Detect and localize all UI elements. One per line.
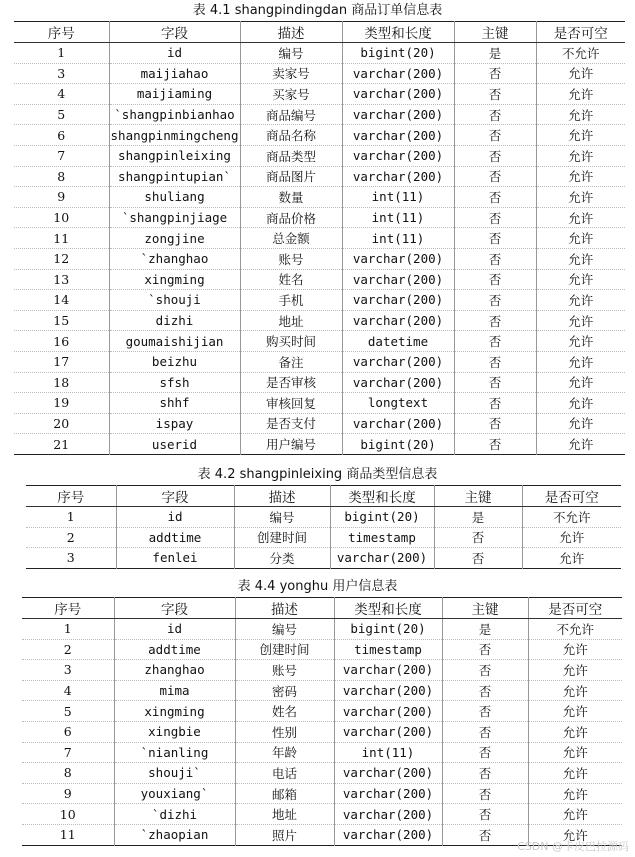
col-field-cell: shangpinleixing [109,145,240,166]
col-description-cell: 是否支付 [240,413,342,434]
col-nullable-cell: 允许 [536,228,625,249]
col-primary-key-cell: 否 [454,331,536,352]
col-field-cell: `dizhi [114,804,235,825]
col-primary-key-cell: 否 [442,701,528,722]
table-row [14,125,625,146]
header-col-type: 类型和长度 [342,22,454,43]
col-type-cell: bigint(20) [342,434,454,455]
col-nullable-cell: 允许 [536,290,625,311]
col-primary-key-cell: 否 [442,742,528,763]
table-caption-1: 表 4.1 shangpindingdan 商品订单信息表 [192,3,443,18]
col-primary-key-cell: 否 [434,548,522,569]
shangpindingdan-table [14,21,625,455]
col-primary-key-cell: 否 [454,84,536,105]
col-type-cell: varchar(200) [342,125,454,146]
col-type-cell: varchar(200) [342,413,454,434]
col-nullable-cell: 允许 [522,548,621,569]
col-type-cell: varchar(200) [342,290,454,311]
col-nullable-cell: 允许 [536,84,625,105]
col-field-cell: addtime [116,527,234,548]
header-col-description: 描述 [235,598,334,619]
col-index-cell: 4 [22,680,114,701]
col-nullable-cell: 允许 [528,639,622,660]
col-type-cell: varchar(200) [342,310,454,331]
col-nullable-cell: 允许 [536,187,625,208]
col-primary-key-cell: 否 [442,763,528,784]
col-description-cell: 备注 [240,351,342,372]
col-field-cell: sfsh [109,372,240,393]
col-type-cell: varchar(200) [334,804,442,825]
col-type-cell: varchar(200) [334,783,442,804]
col-index-cell: 12 [14,248,109,269]
col-field-cell: addtime [114,639,235,660]
table-row [14,84,625,105]
col-description-cell: 性别 [235,721,334,742]
col-nullable-cell: 允许 [536,269,625,290]
col-field-cell: youxiang` [114,783,235,804]
col-field-cell: dizhi [109,310,240,331]
col-description-cell: 密码 [235,680,334,701]
table-row [14,290,625,311]
col-index-cell: 9 [22,783,114,804]
col-description-cell: 商品类型 [240,145,342,166]
col-nullable-cell: 允许 [536,434,625,455]
col-nullable-cell: 允许 [536,248,625,269]
col-description-cell: 总金额 [240,228,342,249]
col-type-cell: datetime [342,331,454,352]
col-type-cell: varchar(200) [342,248,454,269]
header-col-description: 描述 [234,486,330,507]
col-nullable-cell: 不允许 [536,43,625,64]
col-description-cell: 商品名称 [240,125,342,146]
col-nullable-cell: 允许 [528,680,622,701]
col-nullable-cell: 允许 [528,742,622,763]
col-primary-key-cell: 否 [454,166,536,187]
col-primary-key-cell: 否 [454,351,536,372]
col-primary-key-cell: 否 [454,290,536,311]
col-primary-key-cell: 否 [454,187,536,208]
header-col-primary-key: 主键 [454,22,536,43]
col-index-cell: 6 [22,721,114,742]
col-description-cell: 姓名 [240,269,342,290]
col-description-cell: 买家号 [240,84,342,105]
col-type-cell: varchar(200) [342,372,454,393]
col-description-cell: 手机 [240,290,342,311]
col-field-cell: zhanghao [114,660,235,681]
col-description-cell: 商品图片 [240,166,342,187]
col-type-cell: varchar(200) [334,680,442,701]
col-index-cell: 17 [14,351,109,372]
col-type-cell: timestamp [334,639,442,660]
table-row [22,804,622,825]
table-row [26,527,621,548]
col-description-cell: 账号 [240,248,342,269]
col-description-cell: 审核回复 [240,393,342,414]
header-col-type: 类型和长度 [330,486,434,507]
table-caption-3: 表 4.4 yonghu 用户信息表 [237,579,398,594]
col-primary-key-cell: 否 [434,527,522,548]
col-description-cell: 地址 [235,804,334,825]
table-row [14,434,625,455]
col-index-cell: 2 [22,639,114,660]
col-field-cell: shhf [109,393,240,414]
table-row [22,619,622,640]
col-primary-key-cell: 否 [442,804,528,825]
col-field-cell: xingming [114,701,235,722]
col-nullable-cell: 允许 [528,804,622,825]
col-index-cell: 1 [14,43,109,64]
col-index-cell: 15 [14,310,109,331]
col-field-cell: maijiahao [109,63,240,84]
col-field-cell: ispay [109,413,240,434]
col-index-cell: 16 [14,331,109,352]
col-field-cell: `shangpinbianhao [109,104,240,125]
col-nullable-cell: 允许 [536,63,625,84]
col-field-cell: shuliang [109,187,240,208]
header-col-index: 序号 [14,22,109,43]
shangpinleixing-table [26,485,621,569]
table-row [22,721,622,742]
col-index-cell: 20 [14,413,109,434]
col-description-cell: 编号 [234,507,330,528]
col-index-cell: 3 [26,548,116,569]
col-primary-key-cell: 否 [442,721,528,742]
header-col-nullable: 是否可空 [536,22,625,43]
col-description-cell: 编号 [240,43,342,64]
col-nullable-cell: 允许 [536,104,625,125]
table-header-row [22,598,622,619]
col-index-cell: 10 [14,207,109,228]
col-type-cell: varchar(200) [334,701,442,722]
col-field-cell: userid [109,434,240,455]
header-col-primary-key: 主键 [442,598,528,619]
col-primary-key-cell: 否 [442,824,528,845]
watermark: CSDN @卡皮巴拉源码 [517,840,629,853]
table-row [22,763,622,784]
col-nullable-cell: 允许 [528,701,622,722]
col-nullable-cell: 允许 [528,660,622,681]
table-row [14,248,625,269]
col-type-cell: varchar(200) [342,63,454,84]
col-field-cell: xingbie [114,721,235,742]
col-description-cell: 数量 [240,187,342,208]
col-description-cell: 年龄 [235,742,334,763]
col-index-cell: 21 [14,434,109,455]
col-type-cell: varchar(200) [342,104,454,125]
col-index-cell: 18 [14,372,109,393]
col-index-cell: 10 [22,804,114,825]
table-row [14,166,625,187]
col-type-cell: int(11) [342,228,454,249]
col-index-cell: 4 [14,84,109,105]
col-primary-key-cell: 否 [442,639,528,660]
col-type-cell: varchar(200) [342,145,454,166]
col-type-cell: longtext [342,393,454,414]
table-row [22,742,622,763]
header-col-primary-key: 主键 [434,486,522,507]
header-col-index: 序号 [22,598,114,619]
col-primary-key-cell: 否 [454,104,536,125]
col-nullable-cell: 允许 [536,351,625,372]
table-row [14,393,625,414]
table-row [14,228,625,249]
col-type-cell: varchar(200) [330,548,434,569]
col-nullable-cell: 允许 [522,527,621,548]
table-row [14,104,625,125]
col-primary-key-cell: 否 [454,228,536,249]
col-index-cell: 5 [14,104,109,125]
table-row [22,783,622,804]
col-field-cell: beizhu [109,351,240,372]
col-description-cell: 姓名 [235,701,334,722]
col-primary-key-cell: 否 [454,207,536,228]
col-index-cell: 19 [14,393,109,414]
table-row [22,701,622,722]
col-description-cell: 电话 [235,763,334,784]
col-description-cell: 用户编号 [240,434,342,455]
col-index-cell: 1 [26,507,116,528]
col-description-cell: 分类 [234,548,330,569]
table-row [26,507,621,528]
col-field-cell: `nianling [114,742,235,763]
header-col-field: 字段 [116,486,234,507]
table-header-row [14,22,625,43]
col-primary-key-cell: 否 [454,248,536,269]
col-index-cell: 7 [22,742,114,763]
col-index-cell: 6 [14,125,109,146]
col-type-cell: varchar(200) [334,763,442,784]
col-nullable-cell: 允许 [536,166,625,187]
col-nullable-cell: 不允许 [522,507,621,528]
col-type-cell: bigint(20) [342,43,454,64]
header-col-nullable: 是否可空 [528,598,622,619]
col-field-cell: `shangpinjiage [109,207,240,228]
col-index-cell: 3 [14,63,109,84]
col-primary-key-cell: 否 [454,372,536,393]
col-field-cell: `shouji [109,290,240,311]
col-description-cell: 购买时间 [240,331,342,352]
col-index-cell: 8 [22,763,114,784]
col-index-cell: 11 [14,228,109,249]
col-primary-key-cell: 否 [454,393,536,414]
col-type-cell: varchar(200) [342,269,454,290]
header-col-description: 描述 [240,22,342,43]
col-primary-key-cell: 否 [442,680,528,701]
col-description-cell: 卖家号 [240,63,342,84]
col-index-cell: 2 [26,527,116,548]
col-primary-key-cell: 否 [442,660,528,681]
col-type-cell: varchar(200) [334,824,442,845]
col-index-cell: 14 [14,290,109,311]
col-primary-key-cell: 是 [442,619,528,640]
col-field-cell: zongjine [109,228,240,249]
col-description-cell: 商品编号 [240,104,342,125]
col-primary-key-cell: 否 [454,145,536,166]
col-nullable-cell: 允许 [528,721,622,742]
header-col-type: 类型和长度 [334,598,442,619]
col-nullable-cell: 允许 [536,310,625,331]
col-description-cell: 是否审核 [240,372,342,393]
col-nullable-cell: 允许 [536,393,625,414]
col-field-cell: id [116,507,234,528]
col-index-cell: 13 [14,269,109,290]
header-col-nullable: 是否可空 [522,486,621,507]
col-nullable-cell: 允许 [536,145,625,166]
col-primary-key-cell: 否 [454,63,536,84]
col-description-cell: 账号 [235,660,334,681]
col-nullable-cell: 允许 [536,413,625,434]
col-primary-key-cell: 否 [442,783,528,804]
col-field-cell: mima [114,680,235,701]
col-description-cell: 地址 [240,310,342,331]
col-field-cell: goumaishijian [109,331,240,352]
table-row [14,207,625,228]
col-type-cell: int(11) [334,742,442,763]
col-index-cell: 11 [22,824,114,845]
col-primary-key-cell: 否 [454,413,536,434]
col-index-cell: 3 [22,660,114,681]
col-nullable-cell: 允许 [536,372,625,393]
col-nullable-cell: 不允许 [528,619,622,640]
col-type-cell: varchar(200) [334,721,442,742]
col-type-cell: varchar(200) [342,351,454,372]
table-row [22,639,622,660]
col-type-cell: int(11) [342,207,454,228]
table-row [14,145,625,166]
col-description-cell: 照片 [235,824,334,845]
col-type-cell: timestamp [330,527,434,548]
table-row [14,187,625,208]
table-row [14,331,625,352]
col-nullable-cell: 允许 [536,331,625,352]
col-field-cell: shangpinmingcheng [109,125,240,146]
col-nullable-cell: 允许 [528,824,622,845]
col-index-cell: 1 [22,619,114,640]
col-description-cell: 商品价格 [240,207,342,228]
col-description-cell: 创建时间 [234,527,330,548]
col-index-cell: 9 [14,187,109,208]
col-nullable-cell: 允许 [528,783,622,804]
col-index-cell: 5 [22,701,114,722]
col-field-cell: xingming [109,269,240,290]
col-field-cell: fenlei [116,548,234,569]
table-caption-2: 表 4.2 shangpinleixing 商品类型信息表 [197,467,438,482]
col-field-cell: id [109,43,240,64]
header-col-index: 序号 [26,486,116,507]
header-col-field: 字段 [114,598,235,619]
col-type-cell: varchar(200) [342,166,454,187]
col-field-cell: id [114,619,235,640]
col-description-cell: 邮箱 [235,783,334,804]
col-type-cell: varchar(200) [342,84,454,105]
table-row [26,548,621,569]
table-row [14,310,625,331]
col-field-cell: `zhanghao [109,248,240,269]
yonghu-table [22,597,622,846]
col-primary-key-cell: 否 [454,310,536,331]
col-description-cell: 编号 [235,619,334,640]
header-col-field: 字段 [109,22,240,43]
table-row [14,63,625,84]
col-primary-key-cell: 是 [454,43,536,64]
col-primary-key-cell: 否 [454,434,536,455]
col-type-cell: varchar(200) [334,660,442,681]
col-primary-key-cell: 否 [454,125,536,146]
table-header-row [26,486,621,507]
col-description-cell: 创建时间 [235,639,334,660]
table-row [14,43,625,64]
col-type-cell: bigint(20) [334,619,442,640]
col-index-cell: 7 [14,145,109,166]
col-field-cell: shangpintupian` [109,166,240,187]
col-type-cell: int(11) [342,187,454,208]
table-row [14,351,625,372]
table-row [22,680,622,701]
table-row [14,372,625,393]
table-row [14,413,625,434]
col-nullable-cell: 允许 [528,763,622,784]
col-field-cell: `zhaopian [114,824,235,845]
col-nullable-cell: 允许 [536,125,625,146]
col-field-cell: maijiaming [109,84,240,105]
col-primary-key-cell: 否 [454,269,536,290]
col-primary-key-cell: 是 [434,507,522,528]
col-type-cell: bigint(20) [330,507,434,528]
table-row [14,269,625,290]
col-nullable-cell: 允许 [536,207,625,228]
table-row [22,660,622,681]
col-index-cell: 8 [14,166,109,187]
col-field-cell: shouji` [114,763,235,784]
